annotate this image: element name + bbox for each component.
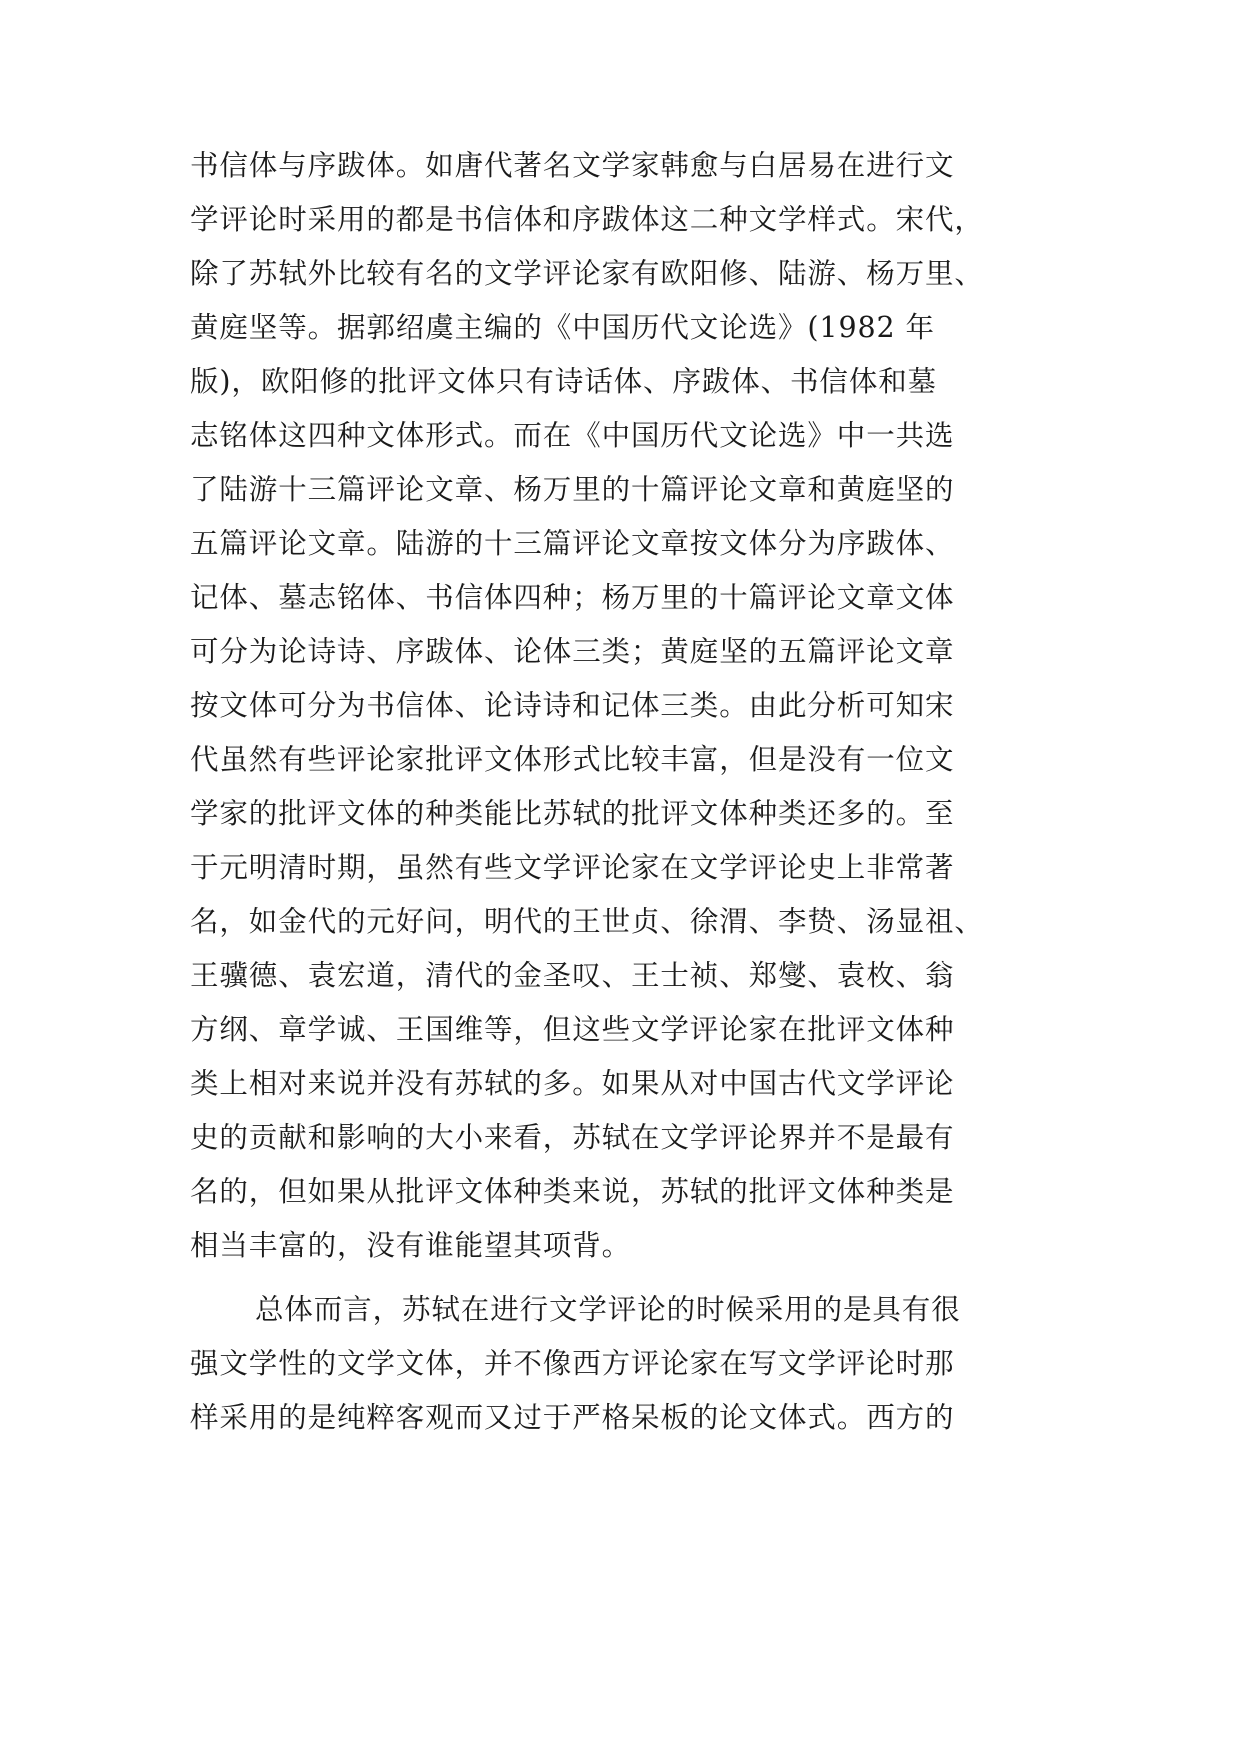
paragraph-1-line: 王骥德、袁宏道，清代的金圣叹、王士祯、郑燮、袁枚、翁	[190, 959, 955, 992]
paragraph-2-line: 总体而言，苏轼在进行文学评论的时候采用的是具有很	[255, 1293, 961, 1326]
paragraph-1-line: 类上相对来说并没有苏轼的多。如果从对中国古代文学评论	[190, 1067, 955, 1100]
paragraph-1-line: 方纲、章学诚、王国维等，但这些文学评论家在批评文体种	[190, 1013, 955, 1046]
paragraph-2-line: 样采用的是纯粹客观而又过于严格呆板的论文体式。西方的	[190, 1401, 955, 1434]
paragraph-1-line: 代虽然有些评论家批评文体形式比较丰富，但是没有一位文	[190, 743, 955, 776]
paragraph-1-line: 名的，但如果从批评文体种类来说，苏轼的批评文体种类是	[190, 1175, 955, 1208]
paragraph-1-line: 除了苏轼外比较有名的文学评论家有欧阳修、陆游、杨万里、	[190, 257, 984, 290]
paragraph-1-line: 五篇评论文章。陆游的十三篇评论文章按文体分为序跋体、	[190, 527, 955, 560]
paragraph-1-line: 书信体与序跋体。如唐代著名文学家韩愈与白居易在进行文	[190, 149, 955, 182]
paragraph-1-line: 相当丰富的，没有谁能望其项背。	[190, 1229, 632, 1262]
paragraph-1-line: 史的贡献和影响的大小来看，苏轼在文学评论界并不是最有	[190, 1121, 955, 1154]
paragraph-1-line: 记体、墓志铭体、书信体四种；杨万里的十篇评论文章文体	[190, 581, 955, 614]
paragraph-1-line: 名，如金代的元好问，明代的王世贞、徐渭、李贽、汤显祖、	[190, 905, 984, 938]
paragraph-1-line: 版)，欧阳修的批评文体只有诗话体、序跋体、书信体和墓	[190, 365, 938, 398]
paragraph-2-line: 强文学性的文学文体，并不像西方评论家在写文学评论时那	[190, 1347, 955, 1380]
paragraph-1-line: 按文体可分为书信体、论诗诗和记体三类。由此分析可知宋	[190, 689, 955, 722]
paragraph-1-line: 可分为论诗诗、序跋体、论体三类；黄庭坚的五篇评论文章	[190, 635, 955, 668]
paragraph-1-line: 黄庭坚等。据郭绍虞主编的《中国历代文论选》(1982 年	[190, 311, 935, 344]
paragraph-1-line: 学家的批评文体的种类能比苏轼的批评文体种类还多的。至	[190, 797, 955, 830]
paragraph-1-line: 于元明清时期，虽然有些文学评论家在文学评论史上非常著	[190, 851, 955, 884]
paragraph-1-line: 了陆游十三篇评论文章、杨万里的十篇评论文章和黄庭坚的	[190, 473, 955, 506]
paragraph-1-line: 志铭体这四种文体形式。而在《中国历代文论选》中一共选	[190, 419, 955, 452]
paragraph-1-line: 学评论时采用的都是书信体和序跋体这二种文学样式。宋代，	[190, 203, 984, 236]
